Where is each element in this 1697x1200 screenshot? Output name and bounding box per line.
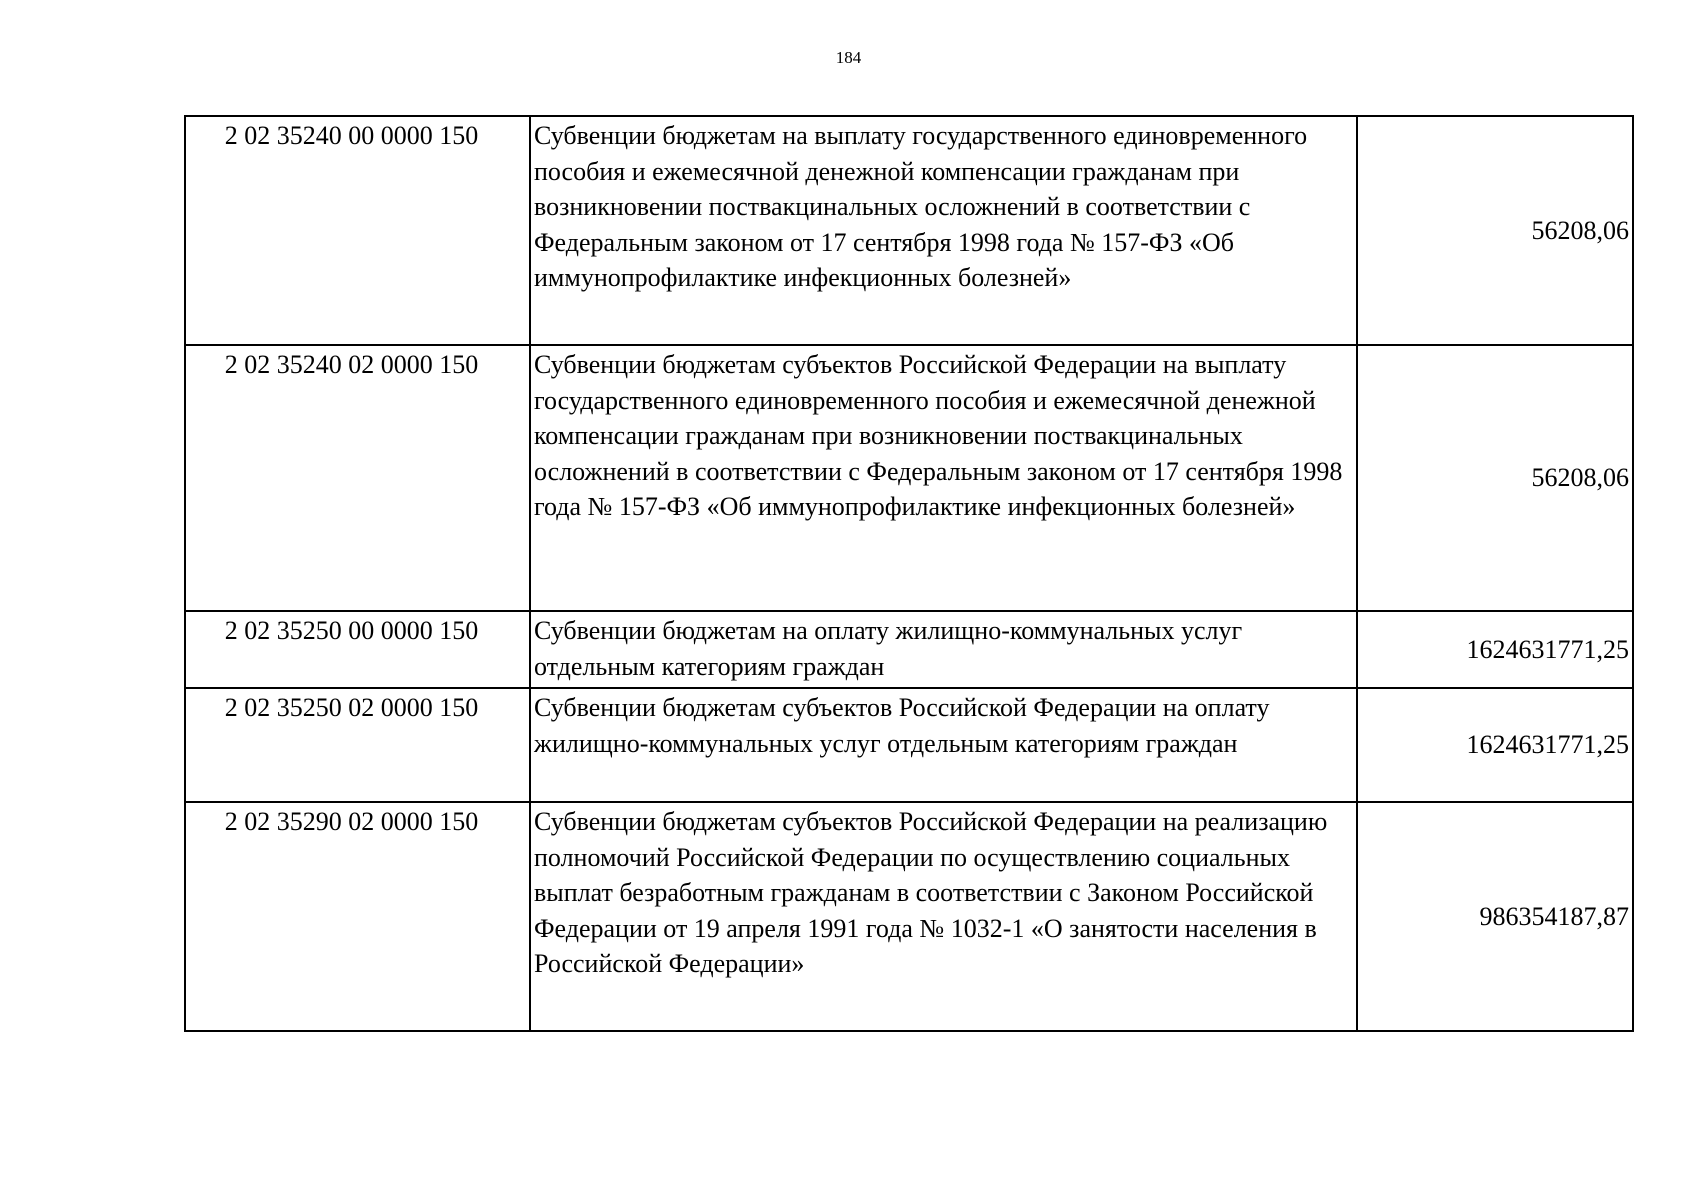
table-row [185, 688, 1633, 802]
table-row [185, 802, 1633, 1031]
budget-code-cell: 2 02 35290 02 0000 150 [185, 802, 530, 1031]
amount-cell: 56208,06 [1357, 345, 1633, 611]
description-cell: Субвенции бюджетам на оплату жилищно-коммунальных услуг отдельным категориям граждан [530, 611, 1357, 688]
amount-cell: 1624631771,25 [1357, 688, 1633, 802]
table-row [185, 345, 1633, 611]
description-cell: Субвенции бюджетам субъектов Российской Федерации на оплату жилищно-коммунальных услуг отдельным категориям граждан [530, 688, 1357, 802]
budget-code-cell: 2 02 35250 00 0000 150 [185, 611, 530, 688]
budget-code-cell: 2 02 35240 02 0000 150 [185, 345, 530, 611]
table-row [185, 611, 1633, 688]
description-cell: Субвенции бюджетам на выплату государственного единовременного пособия и ежемесячной денежной компенсации гражданам при возникновении поствакцинальных осложнений в соответствии с Федеральным законом от 17 сентября 1998 года № 157-ФЗ «Об иммунопрофилактике инфекционных болезней» [530, 116, 1357, 345]
page-number: 184 [835, 48, 862, 67]
amount-cell: 1624631771,25 [1357, 611, 1633, 688]
budget-code-cell: 2 02 35240 00 0000 150 [185, 116, 530, 345]
budget-code-cell: 2 02 35250 02 0000 150 [185, 688, 530, 802]
table-row [185, 116, 1633, 345]
description-cell: Субвенции бюджетам субъектов Российской Федерации на реализацию полномочий Российской Федерации по осуществлению социальных выплат безработным гражданам в соответствии с Законом Российской Федерации от 19 апреля 1991 года № 1032-1 «О занятости населения в Российской Федерации» [530, 802, 1357, 1031]
description-cell: Субвенции бюджетам субъектов Российской Федерации на выплату государственного единовременного пособия и ежемесячной денежной компенсации гражданам при возникновении поствакцинальных осложнений в соответствии с Федеральным законом от 17 сентября 1998 года № 157-ФЗ «Об иммунопрофилактике инфекционных болезней» [530, 345, 1357, 611]
amount-cell: 986354187,87 [1357, 802, 1633, 1031]
budget-table [184, 115, 1634, 1032]
amount-cell: 56208,06 [1357, 116, 1633, 345]
